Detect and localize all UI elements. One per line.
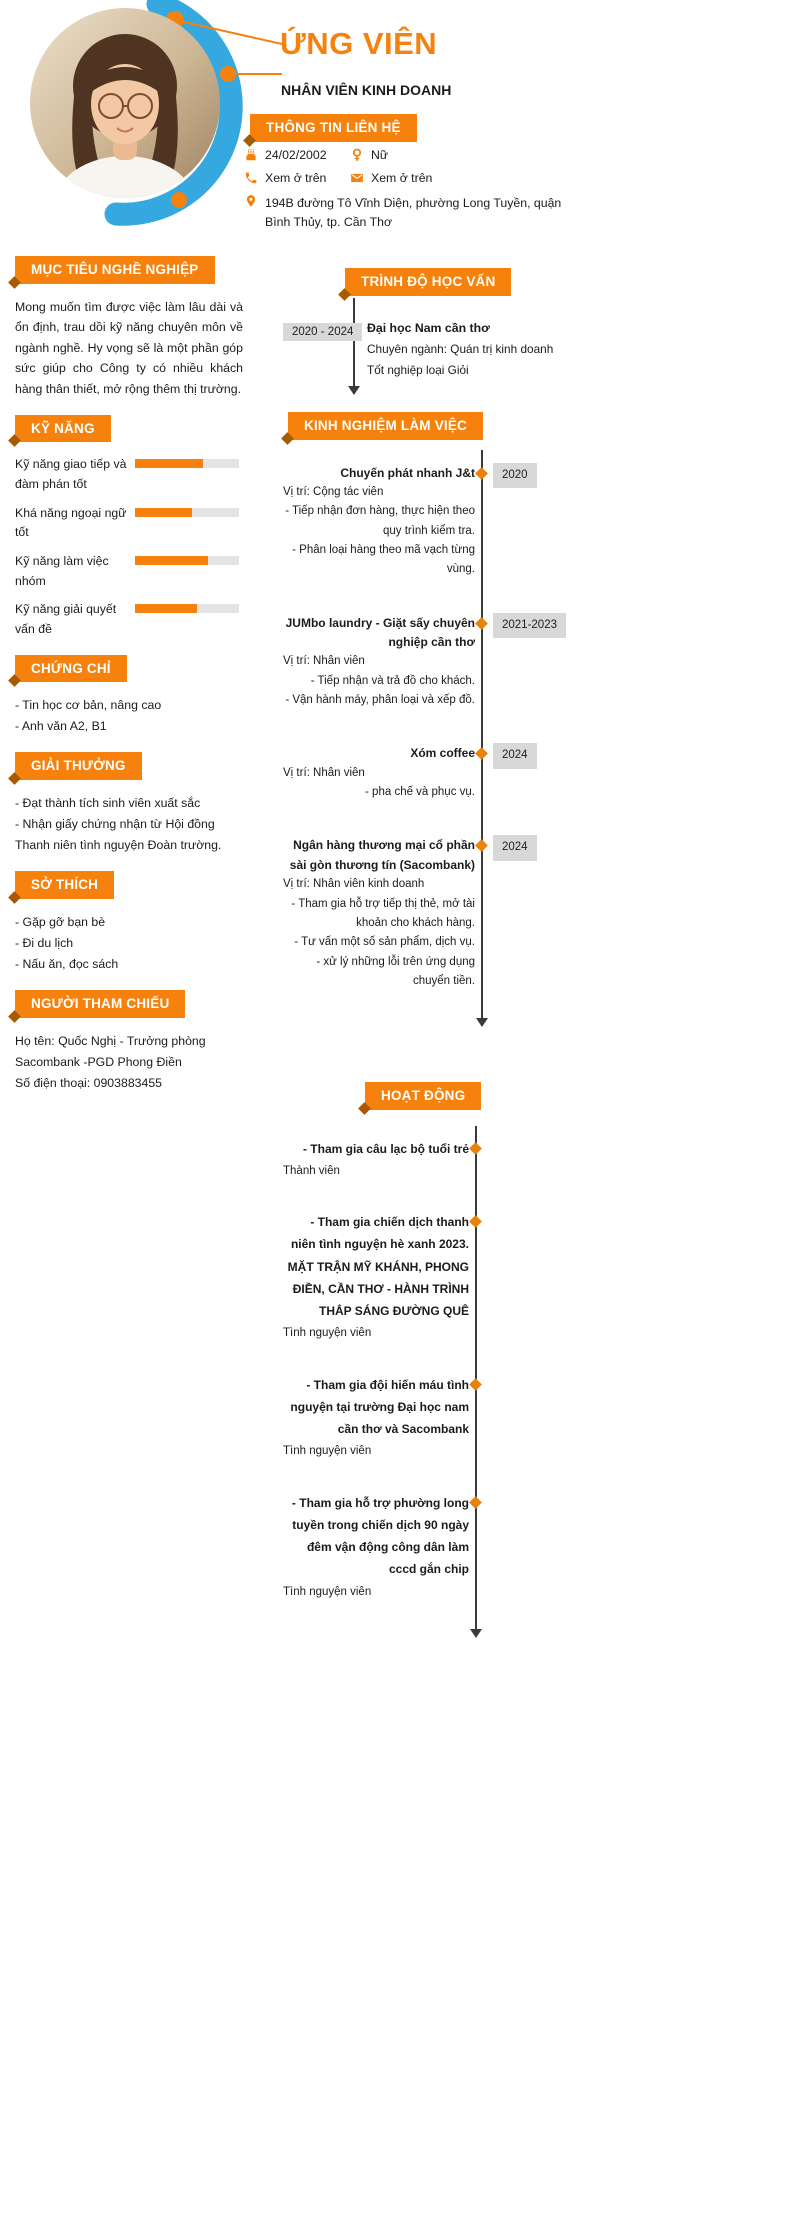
experience-entry bbox=[283, 744, 528, 802]
experience-detail: - Tiếp nhận đơn hàng, thực hiện theo quy trình kiểm tra. bbox=[285, 505, 475, 537]
activity-title: - Tham gia đội hiến máu tình nguyện tại trường Đại học nam cần thơ và Sacombank bbox=[290, 1377, 469, 1437]
profile-photo-illustration bbox=[30, 8, 220, 198]
experience-position: Vị trí: Nhân viên kinh doanh bbox=[283, 878, 425, 891]
activity-entry bbox=[283, 1211, 469, 1343]
birthday-value: 24/02/2002 bbox=[265, 148, 327, 162]
certificates-section bbox=[15, 655, 243, 738]
objective-text: Mong muốn tìm được việc làm lâu dài và ổn định, trau dồi kỹ năng chuyên môn về ngành nghề. Hy vọng sẽ là một phần góp sức giúp cho Công ty có nhiều khách hàng thân thiết, mở rộng thêm thị trường. bbox=[15, 299, 243, 397]
experience-heading: KINH NGHIỆM LÀM VIỆC bbox=[288, 412, 483, 440]
skill-progress-bar bbox=[135, 556, 239, 565]
activity-role: Thành viên bbox=[283, 1164, 340, 1177]
gender-value: Nữ bbox=[371, 148, 389, 162]
experience-detail: - Tiếp nhận và trả đồ cho khách. bbox=[310, 674, 475, 687]
certificate-item: - Anh văn A2, B1 bbox=[15, 719, 107, 734]
email-field bbox=[350, 171, 589, 185]
experience-company: Xóm coffee bbox=[410, 746, 475, 761]
phone-icon bbox=[244, 171, 258, 185]
left-column bbox=[15, 256, 243, 1109]
skill-progress-bar bbox=[135, 459, 239, 468]
education-timeline-line bbox=[353, 298, 355, 386]
skill-item bbox=[15, 504, 243, 543]
activity-title: - Tham gia chiến dịch thanh niên tình nguyện hè xanh 2023. MẶT TRẬN MỸ KHÁNH, PHONG ĐIỀN, CẦN THƠ - HÀNH TRÌNH THẮP SÁNG ĐƯỜNG QUÊ bbox=[287, 1215, 469, 1318]
skill-progress-fill bbox=[135, 604, 197, 613]
awards-section bbox=[15, 752, 243, 856]
phone-field bbox=[244, 171, 350, 185]
certificates-heading: CHỨNG CHỈ bbox=[15, 655, 127, 683]
skill-label: Kỹ năng làm việc nhóm bbox=[15, 553, 109, 588]
skill-progress-fill bbox=[135, 556, 208, 565]
experience-position: Vị trí: Nhân viên bbox=[283, 766, 365, 779]
skill-progress-bar bbox=[135, 508, 239, 517]
education-major: Chuyên ngành: Quán trị kinh doanh bbox=[367, 342, 554, 357]
skill-progress-bar bbox=[135, 604, 239, 613]
experience-section bbox=[283, 412, 583, 1019]
certificate-item: - Tin học cơ bản, nâng cao bbox=[15, 698, 162, 713]
activities-section bbox=[283, 1082, 583, 1630]
contact-info bbox=[244, 148, 589, 232]
activity-title: - Tham gia hỗ trợ phường long tuyền trong chiến dịch 90 ngày đêm vận động công dân làm cccd gắn chip bbox=[291, 1495, 469, 1577]
skill-item bbox=[15, 552, 243, 591]
education-heading: TRÌNH ĐỘ HỌC VẤN bbox=[345, 268, 511, 296]
candidate-subtitle: NHÂN VIÊN KINH DOANH bbox=[281, 82, 452, 98]
experience-company: Ngân hàng thương mại cổ phần sài gòn thương tín (Sacombank) bbox=[289, 838, 475, 872]
experience-detail: - Vận hành máy, phân loại và xếp đồ. bbox=[285, 694, 475, 706]
email-value: Xem ở trên bbox=[371, 171, 433, 185]
timeline-arrow-icon bbox=[348, 386, 360, 395]
reference-item: Số điện thoại: 0903883455 bbox=[15, 1076, 163, 1091]
education-grade: Tốt nghiệp loại Giỏi bbox=[367, 363, 469, 378]
activity-role: Tình nguyện viên bbox=[283, 1445, 372, 1458]
timeline-diamond-icon bbox=[469, 1215, 482, 1228]
activity-title: - Tham gia câu lạc bộ tuổi trẻ bbox=[302, 1141, 469, 1156]
experience-timeline-line bbox=[481, 450, 483, 1020]
experience-detail: - Phân loại hàng theo mã vạch từng vùng. bbox=[292, 543, 475, 576]
address-value: 194B đường Tô Vĩnh Diện, phường Long Tuyền, quận Bình Thủy, tp. Cần Thơ bbox=[265, 196, 562, 230]
experience-period-badge: 2020 bbox=[493, 463, 537, 488]
activity-entry bbox=[283, 1138, 469, 1182]
skill-label: Kỹ năng giải quyết vấn đề bbox=[15, 602, 117, 636]
cake-icon bbox=[244, 148, 258, 162]
experience-period-badge: 2021-2023 bbox=[493, 613, 566, 638]
experience-entry bbox=[283, 836, 528, 991]
skill-label: Khá năng ngoại ngữ tốt bbox=[15, 505, 127, 540]
birthday-field bbox=[244, 148, 350, 162]
activity-entry bbox=[283, 1374, 469, 1462]
activity-entry bbox=[283, 1492, 469, 1602]
phone-value: Xem ở trên bbox=[265, 171, 327, 185]
experience-detail: - Tư vấn một số sản phẩm, dịch vụ. bbox=[294, 936, 475, 949]
references-section bbox=[15, 990, 243, 1094]
reference-item: Họ tên: Quốc Nghị - Trưởng phòng Sacombank -PGD Phong Điền bbox=[15, 1033, 206, 1069]
references-heading: NGƯỜI THAM CHIẾU bbox=[15, 990, 185, 1018]
experience-position: Vị trí: Nhân viên bbox=[283, 655, 365, 668]
candidate-title: ỨNG VIÊN bbox=[280, 26, 438, 61]
timeline-diamond-icon bbox=[475, 617, 488, 630]
education-period-badge: 2020 - 2024 bbox=[283, 323, 362, 341]
gender-field bbox=[350, 148, 589, 162]
experience-entry bbox=[283, 464, 528, 580]
skill-label: Kỹ năng giao tiếp và đàm phán tốt bbox=[15, 457, 127, 491]
activity-role: Tình nguyện viên bbox=[283, 1585, 372, 1598]
timeline-diamond-icon bbox=[475, 747, 488, 760]
activity-role: Tình nguyện viên bbox=[283, 1327, 372, 1340]
experience-detail: - Tham gia hỗ trợ tiếp thị thẻ, mở tài khoản cho khách hàng. bbox=[291, 897, 475, 929]
profile-photo bbox=[30, 8, 220, 198]
activities-timeline bbox=[283, 1138, 583, 1631]
skill-item bbox=[15, 600, 243, 639]
timeline-arrow-icon bbox=[476, 1018, 488, 1027]
hobbies-heading: SỞ THÍCH bbox=[15, 871, 114, 899]
experience-entry bbox=[283, 614, 557, 711]
awards-heading: GIẢI THƯỞNG bbox=[15, 752, 142, 780]
location-pin-icon bbox=[244, 194, 258, 208]
experience-detail: - pha chế và phục vụ. bbox=[365, 786, 475, 799]
gender-icon bbox=[350, 148, 364, 162]
objective-section bbox=[15, 256, 243, 400]
skills-heading: KỸ NĂNG bbox=[15, 415, 111, 443]
experience-position: Vị trí: Cộng tác viên bbox=[283, 485, 384, 498]
address-field bbox=[244, 194, 574, 232]
timeline-diamond-icon bbox=[475, 840, 488, 853]
experience-period-badge: 2024 bbox=[493, 743, 537, 768]
activities-heading: HOẠT ĐỘNG bbox=[365, 1082, 481, 1110]
experience-period-badge: 2024 bbox=[493, 835, 537, 860]
skills-section bbox=[15, 415, 243, 640]
education-section bbox=[283, 268, 583, 381]
timeline-arrow-icon bbox=[470, 1629, 482, 1638]
award-item: - Đạt thành tích sinh viên xuất sắc bbox=[15, 795, 201, 810]
hobby-item: - Nấu ăn, đọc sách bbox=[15, 957, 119, 972]
timeline-diamond-icon bbox=[469, 1142, 482, 1155]
education-entry bbox=[367, 318, 573, 382]
hobbies-section bbox=[15, 871, 243, 975]
timeline-diamond-icon bbox=[469, 1496, 482, 1509]
objective-heading: MỤC TIÊU NGHỀ NGHIỆP bbox=[15, 256, 215, 284]
experience-company: JUMbo laundry - Giặt sấy chuyên nghiệp cần thơ bbox=[285, 615, 475, 649]
skill-item bbox=[15, 455, 243, 494]
timeline-diamond-icon bbox=[475, 467, 488, 480]
award-item: - Nhận giấy chứng nhận từ Hội đồng Thanh niên tình nguyện Đoàn trường. bbox=[15, 817, 222, 853]
skill-progress-fill bbox=[135, 459, 203, 468]
hobby-item: - Gặp gỡ bạn bè bbox=[15, 914, 106, 929]
experience-company: Chuyến phát nhanh J&t bbox=[340, 465, 475, 480]
contact-section-heading: THÔNG TIN LIÊN HỆ bbox=[250, 114, 417, 142]
experience-timeline bbox=[283, 464, 583, 1020]
skill-progress-fill bbox=[135, 508, 192, 517]
education-school: Đại học Nam cần thơ bbox=[367, 320, 490, 335]
envelope-icon bbox=[350, 171, 364, 185]
hobby-item: - Đi du lịch bbox=[15, 936, 74, 950]
experience-detail: - xử lý những lỗi trên ứng dụng chuyển tiền. bbox=[316, 955, 475, 987]
timeline-diamond-icon bbox=[469, 1378, 482, 1391]
